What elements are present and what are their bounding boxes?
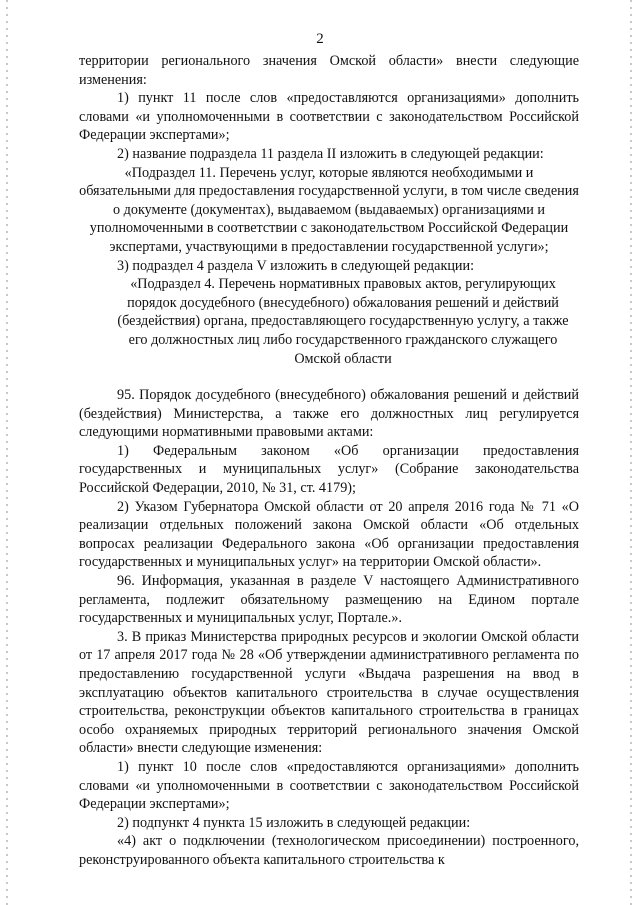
paragraph-3-item-1: 1) пункт 10 после слов «предоставляются организациями» дополнить словами «и уполномоченными в соответствии с законодательством Российской Федерации экспертами»; <box>79 758 579 813</box>
scan-edge-right <box>630 0 632 905</box>
paragraph-item-1: 1) пункт 11 после слов «предоставляются организациями» дополнить словами «и уполномоченными в соответствии с законодательством Российской Федерации экспертами»; <box>79 90 579 144</box>
scan-edge-left <box>6 0 8 905</box>
paragraph-96: 96. Информация, указанная в разделе V настоящего Административного регламента, подлежит обязательному размещению на Едином портале государственных и муниципальных услуг, Портале.». <box>79 573 579 627</box>
paragraph-95: 95. Порядок досудебного (внесудебного) обжалования решений и действий (бездействия) Министерства, а также его должностных лиц регулируется следующими нормативными правовыми актами: <box>79 387 579 441</box>
paragraph-95-item-2: 2) Указом Губернатора Омской области от 20 апреля 2016 года № 71 «О реализации отдельных положений закона Омской области «Об отдельных вопросах реализации Федерального закона «Об организации предоставления государственных и муниципальных услуг» на территории Омской области». <box>79 498 579 571</box>
paragraph-3-quote: «4) акт о подключении (технологическом присоединении) построенного, реконструированного объекта капитального строительства к <box>79 833 579 868</box>
quote-subsection-11: «Подраздел 11. Перечень услуг, которые являются необходимыми и обязательными для предоставления государственной услуги, в том числе сведения о документе (документах), выдаваемом (выдаваемых) организациями и уполномоченными в соответствии с законодательством Российской Федерации экспертами, участвующими в предоставлении государственной услуги»; <box>79 164 579 255</box>
paragraph-3: 3. В приказ Министерства природных ресурсов и экологии Омской области от 17 апреля 2017 года № 28 «Об утверждении административного регламента по предоставлению государственной услуги «Выдача разрешения на ввод в эксплуатацию объектов капитального строительства в случае осуществления строительства, реконструкции объектов капитального строительства в границах особо охраняемых природных территорий регионального значения Омской области» внести следующие изменения: <box>79 628 579 757</box>
paragraph-3-item-2: 2) подпункт 4 пункта 15 изложить в следующей редакции: <box>117 814 471 831</box>
paragraph-item-2: 2) название подраздела 11 раздела II изложить в следующей редакции: <box>117 145 544 162</box>
paragraph-95-item-1: 1) Федеральным законом «Об организации предоставления государственных и муниципальных услуг» (Собрание законодательства Российской Федерации, 2010, № 31, ст. 4179); <box>79 442 579 497</box>
quote-subsection-4: «Подраздел 4. Перечень нормативных правовых актов, регулирующих порядок досудебного (внесудебного) обжалования решений и действий (бездействия) органа, предоставляющего государственную услугу, а также его должностных лиц либо государственного гражданского служащего Омской области <box>117 276 569 367</box>
document-body <box>79 52 579 870</box>
paragraph-intro: территории регионального значения Омской области» внести следующие изменения: <box>79 53 579 88</box>
page-number: 2 <box>316 31 324 47</box>
paragraph-item-3: 3) подраздел 4 раздела V изложить в следующей редакции: <box>117 257 475 274</box>
paragraph-gap <box>79 368 579 386</box>
